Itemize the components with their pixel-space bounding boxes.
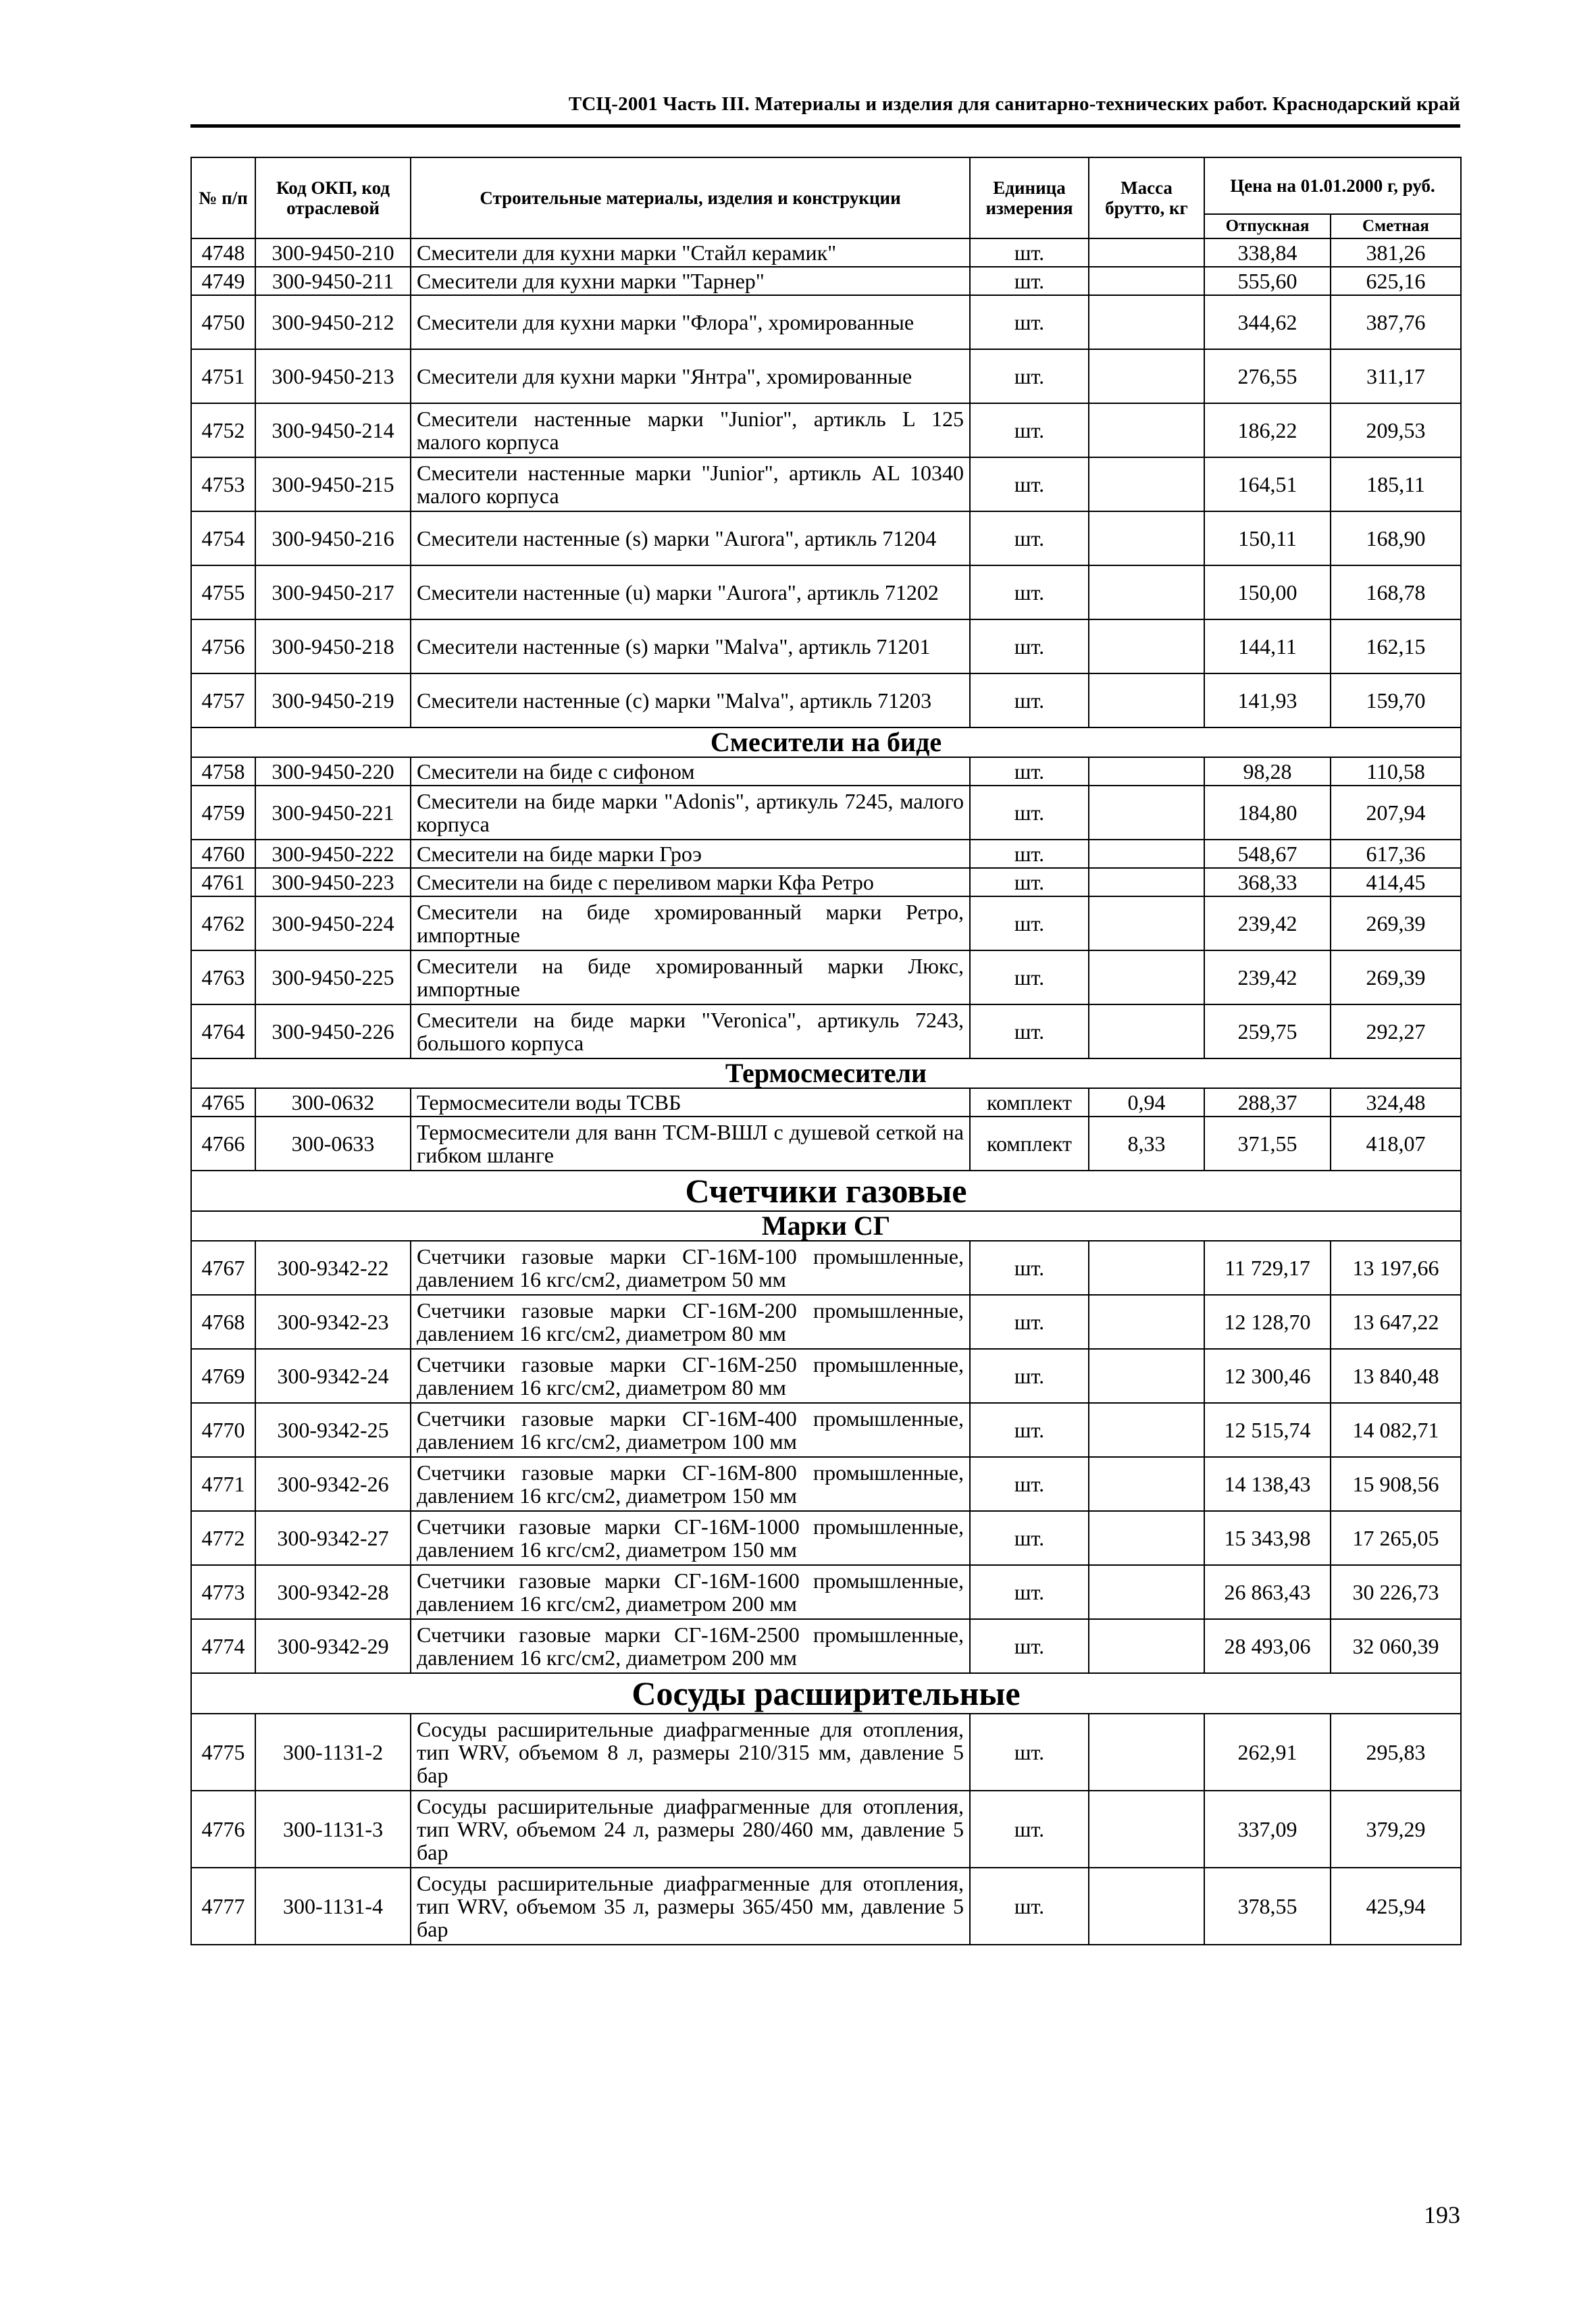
row-price-estimate-cell: 168,78 — [1331, 565, 1461, 619]
page-number: 193 — [1424, 2201, 1460, 2228]
row-name-cell: Смесители на биде с сифоном — [411, 757, 970, 786]
table-row — [191, 673, 1461, 727]
table-row — [191, 349, 1461, 403]
row-num-cell: 4748 — [191, 238, 255, 267]
row-price-release-cell: 98,28 — [1204, 757, 1331, 786]
row-price-estimate-cell: 32 060,39 — [1331, 1619, 1461, 1673]
group-gas-rows — [191, 1241, 1461, 1673]
row-name-cell: Термосмесители воды ТСВБ — [411, 1088, 970, 1117]
row-mass-cell — [1089, 1241, 1204, 1295]
row-unit-cell: шт. — [970, 1511, 1089, 1565]
row-mass-cell — [1089, 1511, 1204, 1565]
row-code-cell: 300-9450-214 — [255, 403, 411, 457]
subsection-title-sg: Марки СГ — [191, 1211, 1461, 1241]
row-unit-cell: шт. — [970, 1403, 1089, 1457]
row-name-cell: Смесители настенные (s) марки "Malva", артикль 71201 — [411, 619, 970, 673]
row-price-release-cell: 14 138,43 — [1204, 1457, 1331, 1511]
row-price-release-cell: 141,93 — [1204, 673, 1331, 727]
row-mass-cell — [1089, 1295, 1204, 1349]
row-unit-cell: шт. — [970, 1457, 1089, 1511]
row-name-cell: Смесители на биде марки "Veronica", артикуль 7243, большого корпуса — [411, 1004, 970, 1058]
group-mixers-kitchen-wall — [191, 238, 1461, 727]
row-code-cell: 300-9450-219 — [255, 673, 411, 727]
row-price-estimate-cell: 110,58 — [1331, 757, 1461, 786]
row-name-cell: Счетчики газовые марки СГ-16М-1000 промышленные, давлением 16 кгс/см2, диаметром 150 мм — [411, 1511, 970, 1565]
row-price-release-cell: 276,55 — [1204, 349, 1331, 403]
row-name-cell: Смесители для кухни марки "Тарнер" — [411, 267, 970, 295]
row-mass-cell — [1089, 565, 1204, 619]
row-mass-cell — [1089, 757, 1204, 786]
row-price-estimate-cell: 30 226,73 — [1331, 1565, 1461, 1619]
row-price-estimate-cell: 292,27 — [1331, 1004, 1461, 1058]
row-num-cell: 4763 — [191, 950, 255, 1004]
row-name-cell: Смесители на биде марки "Adonis", артикуль 7245, малого корпуса — [411, 786, 970, 840]
col-header-price-estimate: Сметная — [1331, 214, 1461, 238]
row-name-cell: Счетчики газовые марки СГ-16М-400 промышленные, давлением 16 кгс/см2, диаметром 100 мм — [411, 1403, 970, 1457]
row-code-cell: 300-9450-223 — [255, 868, 411, 896]
row-price-release-cell: 150,11 — [1204, 511, 1331, 565]
row-price-estimate-cell: 159,70 — [1331, 673, 1461, 727]
row-num-cell: 4776 — [191, 1791, 255, 1868]
row-price-estimate-cell: 617,36 — [1331, 840, 1461, 868]
row-name-cell: Смесители настенные (u) марки "Aurora", артикль 71202 — [411, 565, 970, 619]
row-mass-cell — [1089, 1004, 1204, 1058]
row-mass-cell — [1089, 1565, 1204, 1619]
row-code-cell: 300-9342-26 — [255, 1457, 411, 1511]
row-num-cell: 4766 — [191, 1117, 255, 1171]
col-header-price: Цена на 01.01.2000 г, руб. — [1204, 157, 1461, 214]
group-vessels-rows — [191, 1714, 1461, 1945]
row-num-cell: 4752 — [191, 403, 255, 457]
row-name-cell: Смесители на биде хромированный марки Люкс, импортные — [411, 950, 970, 1004]
row-num-cell: 4760 — [191, 840, 255, 868]
row-mass-cell — [1089, 349, 1204, 403]
row-unit-cell: шт. — [970, 511, 1089, 565]
row-name-cell: Сосуды расширительные диафрагменные для отопления, тип WRV, объемом 35 л, размеры 365/450 мм, давление 5 бар — [411, 1868, 970, 1945]
row-mass-cell — [1089, 267, 1204, 295]
row-name-cell: Смесители на биде марки Гроэ — [411, 840, 970, 868]
row-unit-cell: шт. — [970, 1619, 1089, 1673]
row-price-estimate-cell: 207,94 — [1331, 786, 1461, 840]
col-header-unit: Единица измерения — [970, 157, 1089, 238]
row-num-cell: 4772 — [191, 1511, 255, 1565]
row-num-cell: 4759 — [191, 786, 255, 840]
row-code-cell: 300-9450-212 — [255, 295, 411, 349]
group-bidet — [191, 727, 1461, 757]
row-mass-cell — [1089, 673, 1204, 727]
row-unit-cell: шт. — [970, 1295, 1089, 1349]
section-row — [191, 1058, 1461, 1088]
row-unit-cell: шт. — [970, 1791, 1089, 1868]
table-row — [191, 786, 1461, 840]
row-num-cell: 4758 — [191, 757, 255, 786]
row-num-cell: 4771 — [191, 1457, 255, 1511]
row-num-cell: 4767 — [191, 1241, 255, 1295]
table-row — [191, 840, 1461, 868]
col-header-name: Строительные материалы, изделия и конструкции — [411, 157, 970, 238]
row-unit-cell: шт. — [970, 1241, 1089, 1295]
table-row — [191, 1117, 1461, 1171]
group-thermo — [191, 1058, 1461, 1088]
row-unit-cell: шт. — [970, 267, 1089, 295]
row-num-cell: 4774 — [191, 1619, 255, 1673]
table-row — [191, 457, 1461, 511]
price-table-container — [190, 157, 1460, 1945]
row-mass-cell — [1089, 403, 1204, 457]
row-code-cell: 300-9450-213 — [255, 349, 411, 403]
row-mass-cell — [1089, 786, 1204, 840]
row-unit-cell: комплект — [970, 1088, 1089, 1117]
row-price-release-cell: 548,67 — [1204, 840, 1331, 868]
table-row — [191, 1241, 1461, 1295]
table-row — [191, 1714, 1461, 1791]
row-name-cell: Смесители настенные марки "Junior", артикль L 125 малого корпуса — [411, 403, 970, 457]
row-unit-cell: шт. — [970, 295, 1089, 349]
row-unit-cell: шт. — [970, 840, 1089, 868]
row-name-cell: Смесители настенные (c) марки "Malva", артикль 71203 — [411, 673, 970, 727]
section-title-gas: Счетчики газовые — [191, 1171, 1461, 1211]
section-title-vessels: Сосуды расширительные — [191, 1673, 1461, 1714]
row-price-estimate-cell: 269,39 — [1331, 950, 1461, 1004]
row-code-cell: 300-9450-224 — [255, 896, 411, 950]
row-name-cell: Смесители для кухни марки "Стайл керамик" — [411, 238, 970, 267]
row-unit-cell: шт. — [970, 673, 1089, 727]
table-row — [191, 295, 1461, 349]
row-price-estimate-cell: 425,94 — [1331, 1868, 1461, 1945]
row-code-cell: 300-9342-23 — [255, 1295, 411, 1349]
row-name-cell: Смесители настенные (s) марки "Aurora", артикль 71204 — [411, 511, 970, 565]
row-num-cell: 4755 — [191, 565, 255, 619]
row-price-release-cell: 338,84 — [1204, 238, 1331, 267]
row-code-cell: 300-9450-211 — [255, 267, 411, 295]
row-unit-cell: шт. — [970, 1714, 1089, 1791]
row-name-cell: Смесители на биде хромированный марки Ретро, импортные — [411, 896, 970, 950]
row-unit-cell: шт. — [970, 786, 1089, 840]
row-unit-cell: шт. — [970, 457, 1089, 511]
row-num-cell: 4765 — [191, 1088, 255, 1117]
row-num-cell: 4756 — [191, 619, 255, 673]
row-code-cell: 300-0633 — [255, 1117, 411, 1171]
row-num-cell: 4753 — [191, 457, 255, 511]
row-price-estimate-cell: 15 908,56 — [1331, 1457, 1461, 1511]
row-unit-cell: шт. — [970, 1349, 1089, 1403]
row-mass-cell — [1089, 619, 1204, 673]
row-mass-cell — [1089, 840, 1204, 868]
row-unit-cell: шт. — [970, 565, 1089, 619]
table-row — [191, 1511, 1461, 1565]
table-row — [191, 565, 1461, 619]
row-price-release-cell: 26 863,43 — [1204, 1565, 1331, 1619]
col-header-num: № п/п — [191, 157, 255, 238]
section-title-bidet: Смесители на биде — [191, 727, 1461, 757]
group-vessels — [191, 1673, 1461, 1714]
row-mass-cell — [1089, 1714, 1204, 1791]
row-price-release-cell: 144,11 — [1204, 619, 1331, 673]
row-num-cell: 4775 — [191, 1714, 255, 1791]
row-mass-cell — [1089, 1791, 1204, 1868]
row-price-release-cell: 150,00 — [1204, 565, 1331, 619]
row-price-release-cell: 239,42 — [1204, 896, 1331, 950]
row-name-cell: Счетчики газовые марки СГ-16М-2500 промышленные, давлением 16 кгс/см2, диаметром 200 мм — [411, 1619, 970, 1673]
table-row — [191, 267, 1461, 295]
row-code-cell: 300-0632 — [255, 1088, 411, 1117]
section-title-thermo: Термосмесители — [191, 1058, 1461, 1088]
row-code-cell: 300-9450-225 — [255, 950, 411, 1004]
row-price-estimate-cell: 414,45 — [1331, 868, 1461, 896]
row-mass-cell — [1089, 457, 1204, 511]
row-name-cell: Термосмесители для ванн ТСМ-ВШЛ с душевой сеткой на гибком шланге — [411, 1117, 970, 1171]
row-name-cell: Сосуды расширительные диафрагменные для отопления, тип WRV, объемом 24 л, размеры 280/460 мм, давление 5 бар — [411, 1791, 970, 1868]
table-header-row — [191, 157, 1461, 214]
row-name-cell: Счетчики газовые марки СГ-16М-1600 промышленные, давлением 16 кгс/см2, диаметром 200 мм — [411, 1565, 970, 1619]
row-num-cell: 4754 — [191, 511, 255, 565]
row-price-estimate-cell: 311,17 — [1331, 349, 1461, 403]
row-code-cell: 300-9342-25 — [255, 1403, 411, 1457]
section-row — [191, 1673, 1461, 1714]
row-code-cell: 300-9342-28 — [255, 1565, 411, 1619]
row-mass-cell — [1089, 868, 1204, 896]
row-price-release-cell: 12 300,46 — [1204, 1349, 1331, 1403]
row-code-cell: 300-9450-221 — [255, 786, 411, 840]
row-mass-cell — [1089, 1868, 1204, 1945]
table-row — [191, 950, 1461, 1004]
table-row — [191, 1295, 1461, 1349]
row-price-release-cell: 184,80 — [1204, 786, 1331, 840]
row-price-estimate-cell: 17 265,05 — [1331, 1511, 1461, 1565]
row-num-cell: 4750 — [191, 295, 255, 349]
row-price-estimate-cell: 387,76 — [1331, 295, 1461, 349]
row-unit-cell: шт. — [970, 1004, 1089, 1058]
row-price-release-cell: 378,55 — [1204, 1868, 1331, 1945]
row-price-estimate-cell: 13 840,48 — [1331, 1349, 1461, 1403]
row-price-estimate-cell: 418,07 — [1331, 1117, 1461, 1171]
table-row — [191, 1004, 1461, 1058]
table-row — [191, 896, 1461, 950]
row-mass-cell — [1089, 1403, 1204, 1457]
row-code-cell: 300-9450-222 — [255, 840, 411, 868]
row-num-cell: 4769 — [191, 1349, 255, 1403]
row-mass-cell — [1089, 1457, 1204, 1511]
row-unit-cell: шт. — [970, 403, 1089, 457]
row-code-cell: 300-9342-22 — [255, 1241, 411, 1295]
table-row — [191, 511, 1461, 565]
table-row — [191, 1349, 1461, 1403]
row-price-release-cell: 262,91 — [1204, 1714, 1331, 1791]
row-price-release-cell: 337,09 — [1204, 1791, 1331, 1868]
row-name-cell: Смесители на биде с переливом марки Кфа Ретро — [411, 868, 970, 896]
row-price-release-cell: 368,33 — [1204, 868, 1331, 896]
col-header-code: Код ОКП, код отраслевой — [255, 157, 411, 238]
row-unit-cell: комплект — [970, 1117, 1089, 1171]
row-unit-cell: шт. — [970, 349, 1089, 403]
row-name-cell: Счетчики газовые марки СГ-16М-200 промышленные, давлением 16 кгс/см2, диаметром 80 мм — [411, 1295, 970, 1349]
row-code-cell: 300-9450-218 — [255, 619, 411, 673]
table-row — [191, 1088, 1461, 1117]
row-price-estimate-cell: 324,48 — [1331, 1088, 1461, 1117]
row-mass-cell — [1089, 1619, 1204, 1673]
row-code-cell: 300-1131-3 — [255, 1791, 411, 1868]
row-price-estimate-cell: 14 082,71 — [1331, 1403, 1461, 1457]
row-price-release-cell: 15 343,98 — [1204, 1511, 1331, 1565]
row-price-estimate-cell: 625,16 — [1331, 267, 1461, 295]
row-num-cell: 4762 — [191, 896, 255, 950]
page-header: ТСЦ-2001 Часть III. Материалы и изделия для санитарно-технических работ. Краснодарский край — [568, 93, 1460, 115]
table-row — [191, 757, 1461, 786]
row-num-cell: 4761 — [191, 868, 255, 896]
price-table — [190, 157, 1462, 1945]
table-row — [191, 403, 1461, 457]
table-row — [191, 1868, 1461, 1945]
table-row — [191, 1619, 1461, 1673]
row-price-estimate-cell: 209,53 — [1331, 403, 1461, 457]
header-rule — [190, 124, 1460, 128]
row-price-estimate-cell: 381,26 — [1331, 238, 1461, 267]
row-price-release-cell: 12 128,70 — [1204, 1295, 1331, 1349]
row-num-cell: 4770 — [191, 1403, 255, 1457]
row-num-cell: 4749 — [191, 267, 255, 295]
row-price-estimate-cell: 168,90 — [1331, 511, 1461, 565]
row-unit-cell: шт. — [970, 1868, 1089, 1945]
row-mass-cell — [1089, 511, 1204, 565]
section-row — [191, 727, 1461, 757]
row-mass-cell — [1089, 896, 1204, 950]
row-name-cell: Счетчики газовые марки СГ-16М-250 промышленные, давлением 16 кгс/см2, диаметром 80 мм — [411, 1349, 970, 1403]
row-mass-cell: 0,94 — [1089, 1088, 1204, 1117]
table-row — [191, 1403, 1461, 1457]
table-row — [191, 1565, 1461, 1619]
row-code-cell: 300-1131-2 — [255, 1714, 411, 1791]
table-row — [191, 238, 1461, 267]
group-gas — [191, 1171, 1461, 1241]
row-name-cell: Смесители для кухни марки "Янтра", хромированные — [411, 349, 970, 403]
row-price-estimate-cell: 379,29 — [1331, 1791, 1461, 1868]
row-price-release-cell: 555,60 — [1204, 267, 1331, 295]
row-unit-cell: шт. — [970, 896, 1089, 950]
row-price-release-cell: 11 729,17 — [1204, 1241, 1331, 1295]
row-name-cell: Смесители для кухни марки "Флора", хромированные — [411, 295, 970, 349]
row-mass-cell — [1089, 1349, 1204, 1403]
table-row — [191, 1457, 1461, 1511]
row-mass-cell — [1089, 950, 1204, 1004]
row-name-cell: Смесители настенные марки "Junior", артикль AL 10340 малого корпуса — [411, 457, 970, 511]
row-code-cell: 300-9450-210 — [255, 238, 411, 267]
row-num-cell: 4777 — [191, 1868, 255, 1945]
row-price-estimate-cell: 295,83 — [1331, 1714, 1461, 1791]
row-name-cell: Счетчики газовые марки СГ-16М-800 промышленные, давлением 16 кгс/см2, диаметром 150 мм — [411, 1457, 970, 1511]
subsection-row — [191, 1211, 1461, 1241]
row-code-cell: 300-9450-220 — [255, 757, 411, 786]
row-unit-cell: шт. — [970, 1565, 1089, 1619]
row-code-cell: 300-1131-4 — [255, 1868, 411, 1945]
row-name-cell: Счетчики газовые марки СГ-16М-100 промышленные, давлением 16 кгс/см2, диаметром 50 мм — [411, 1241, 970, 1295]
row-price-estimate-cell: 162,15 — [1331, 619, 1461, 673]
row-num-cell: 4773 — [191, 1565, 255, 1619]
row-unit-cell: шт. — [970, 868, 1089, 896]
group-bidet-rows — [191, 757, 1461, 1058]
row-code-cell: 300-9450-226 — [255, 1004, 411, 1058]
row-code-cell: 300-9342-24 — [255, 1349, 411, 1403]
group-thermo-rows — [191, 1088, 1461, 1171]
row-price-release-cell: 288,37 — [1204, 1088, 1331, 1117]
row-code-cell: 300-9342-27 — [255, 1511, 411, 1565]
table-row — [191, 1791, 1461, 1868]
row-unit-cell: шт. — [970, 238, 1089, 267]
row-mass-cell — [1089, 295, 1204, 349]
row-name-cell: Сосуды расширительные диафрагменные для отопления, тип WRV, объемом 8 л, размеры 210/315 мм, давление 5 бар — [411, 1714, 970, 1791]
row-price-release-cell: 259,75 — [1204, 1004, 1331, 1058]
row-unit-cell: шт. — [970, 950, 1089, 1004]
table-row — [191, 868, 1461, 896]
row-mass-cell: 8,33 — [1089, 1117, 1204, 1171]
row-unit-cell: шт. — [970, 757, 1089, 786]
row-price-estimate-cell: 185,11 — [1331, 457, 1461, 511]
row-price-estimate-cell: 13 647,22 — [1331, 1295, 1461, 1349]
col-header-price-release: Отпускная — [1204, 214, 1331, 238]
row-num-cell: 4768 — [191, 1295, 255, 1349]
row-unit-cell: шт. — [970, 619, 1089, 673]
row-price-release-cell: 371,55 — [1204, 1117, 1331, 1171]
table-row — [191, 619, 1461, 673]
row-price-release-cell: 164,51 — [1204, 457, 1331, 511]
row-price-release-cell: 344,62 — [1204, 295, 1331, 349]
row-code-cell: 300-9450-215 — [255, 457, 411, 511]
row-code-cell: 300-9450-216 — [255, 511, 411, 565]
row-code-cell: 300-9450-217 — [255, 565, 411, 619]
row-price-estimate-cell: 13 197,66 — [1331, 1241, 1461, 1295]
row-price-release-cell: 239,42 — [1204, 950, 1331, 1004]
row-price-release-cell: 28 493,06 — [1204, 1619, 1331, 1673]
row-code-cell: 300-9342-29 — [255, 1619, 411, 1673]
row-num-cell: 4751 — [191, 349, 255, 403]
row-price-release-cell: 186,22 — [1204, 403, 1331, 457]
section-row — [191, 1171, 1461, 1211]
row-num-cell: 4764 — [191, 1004, 255, 1058]
row-num-cell: 4757 — [191, 673, 255, 727]
row-price-estimate-cell: 269,39 — [1331, 896, 1461, 950]
col-header-mass: Масса брутто, кг — [1089, 157, 1204, 238]
row-price-release-cell: 12 515,74 — [1204, 1403, 1331, 1457]
row-mass-cell — [1089, 238, 1204, 267]
